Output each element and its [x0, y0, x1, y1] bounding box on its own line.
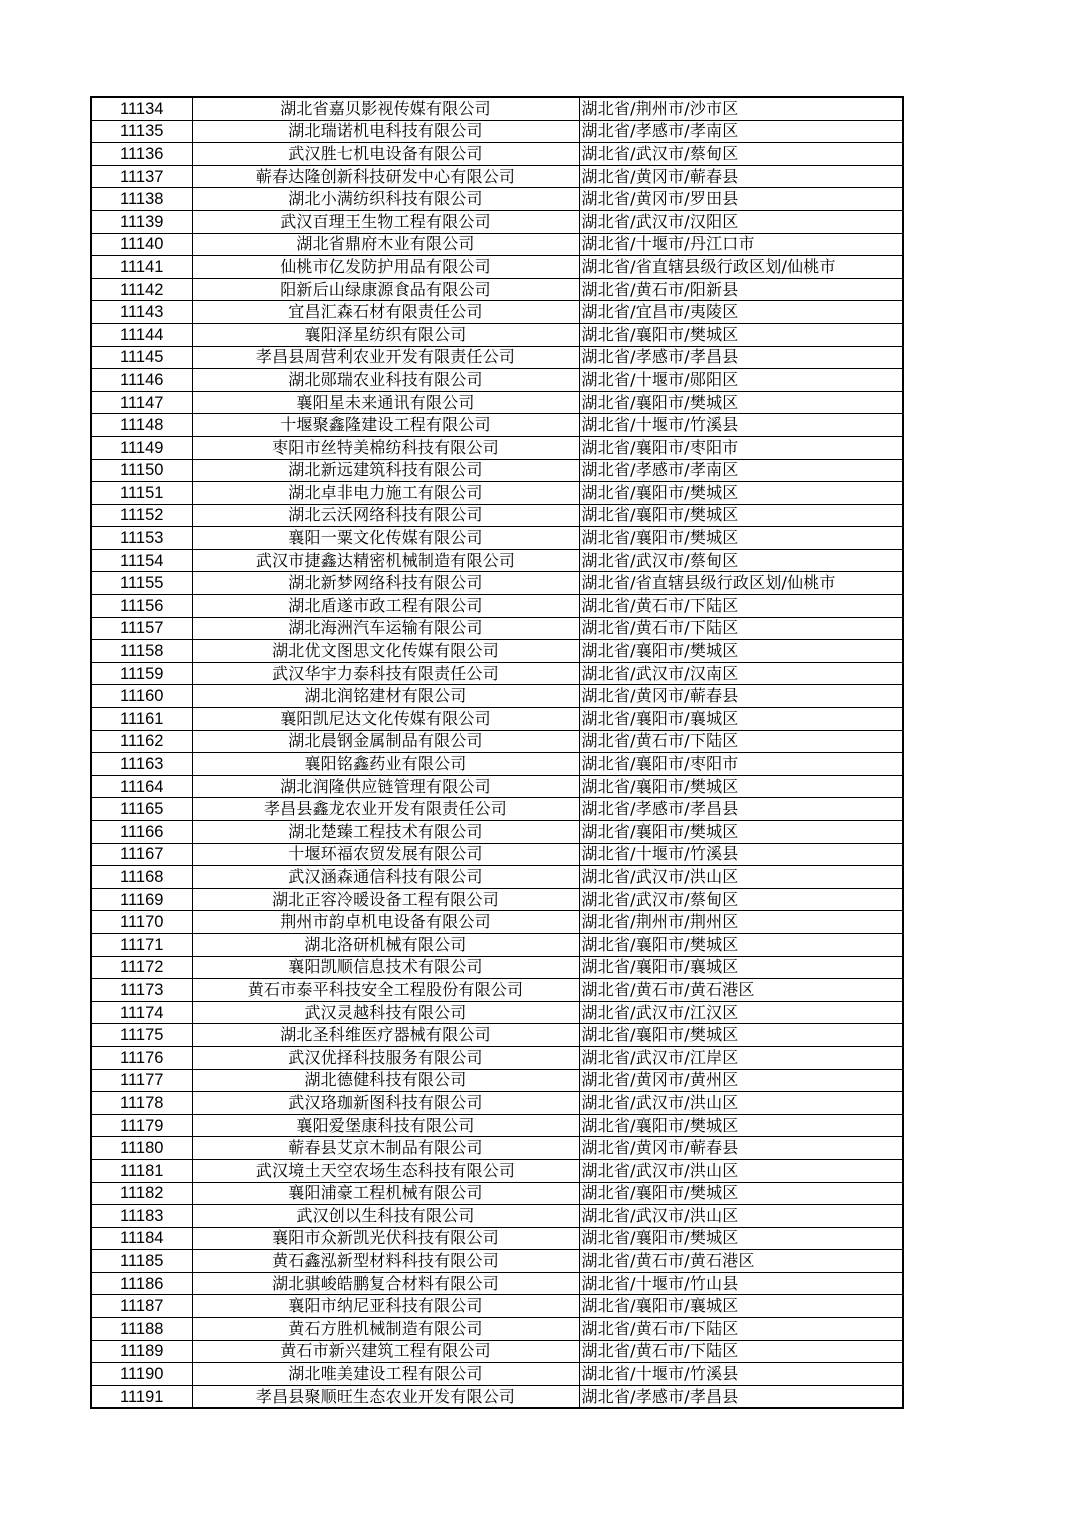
- company-name-cell: 湖北盾遂市政工程有限公司: [192, 595, 579, 618]
- company-name-cell: 武汉胜七机电设备有限公司: [192, 143, 579, 166]
- region-cell: 湖北省/黄冈市/罗田县: [579, 188, 903, 211]
- table-row: [91, 1114, 903, 1137]
- company-name-cell: 襄阳铭鑫药业有限公司: [192, 753, 579, 776]
- region-cell: 湖北省/孝感市/孝南区: [579, 120, 903, 143]
- row-number-cell: 11153: [91, 527, 192, 550]
- table-row: [91, 233, 903, 256]
- region-cell: 湖北省/武汉市/汉南区: [579, 662, 903, 685]
- company-name-cell: 湖北骐峻皓鹏复合材料有限公司: [192, 1272, 579, 1295]
- row-number-cell: 11176: [91, 1046, 192, 1069]
- company-name-cell: 孝昌县鑫龙农业开发有限责任公司: [192, 798, 579, 821]
- region-cell: 湖北省/黄石市/下陆区: [579, 1340, 903, 1363]
- row-number-cell: 11182: [91, 1182, 192, 1205]
- company-name-cell: 襄阳市众新凯光伏科技有限公司: [192, 1227, 579, 1250]
- row-number-cell: 11164: [91, 775, 192, 798]
- company-name-cell: 湖北云沃网络科技有限公司: [192, 504, 579, 527]
- table-row: [91, 1250, 903, 1273]
- company-name-cell: 武汉百理王生物工程有限公司: [192, 210, 579, 233]
- table-row: [91, 1363, 903, 1386]
- row-number-cell: 11168: [91, 866, 192, 889]
- company-name-cell: 湖北省嘉贝影视传媒有限公司: [192, 97, 579, 120]
- region-cell: 湖北省/十堰市/丹江口市: [579, 233, 903, 256]
- region-cell: 湖北省/襄阳市/樊城区: [579, 1227, 903, 1250]
- region-cell: 湖北省/襄阳市/樊城区: [579, 504, 903, 527]
- row-number-cell: 11191: [91, 1385, 192, 1408]
- region-cell: 湖北省/襄阳市/樊城区: [579, 391, 903, 414]
- row-number-cell: 11178: [91, 1092, 192, 1115]
- region-cell: 湖北省/武汉市/蔡甸区: [579, 143, 903, 166]
- company-name-cell: 孝昌县周营利农业开发有限责任公司: [192, 346, 579, 369]
- company-name-cell: 湖北圣科维医疗器械有限公司: [192, 1024, 579, 1047]
- company-name-cell: 武汉珞珈新图科技有限公司: [192, 1092, 579, 1115]
- region-cell: 湖北省/武汉市/洪山区: [579, 1205, 903, 1228]
- company-name-cell: 湖北德健科技有限公司: [192, 1069, 579, 1092]
- row-number-cell: 11184: [91, 1227, 192, 1250]
- row-number-cell: 11137: [91, 165, 192, 188]
- table-row: [91, 1092, 903, 1115]
- company-name-cell: 蕲春县艾京木制品有限公司: [192, 1137, 579, 1160]
- table-row: [91, 1340, 903, 1363]
- table-row: [91, 753, 903, 776]
- table-row: [91, 1046, 903, 1069]
- table-row: [91, 933, 903, 956]
- region-cell: 湖北省/武汉市/江岸区: [579, 1046, 903, 1069]
- row-number-cell: 11140: [91, 233, 192, 256]
- company-name-cell: 湖北新远建筑科技有限公司: [192, 459, 579, 482]
- table-row: [91, 482, 903, 505]
- region-cell: 湖北省/黄石市/黄石港区: [579, 1250, 903, 1273]
- row-number-cell: 11142: [91, 278, 192, 301]
- company-name-cell: 黄石方胜机械制造有限公司: [192, 1318, 579, 1341]
- row-number-cell: 11145: [91, 346, 192, 369]
- company-name-cell: 湖北晨钢金属制品有限公司: [192, 730, 579, 753]
- region-cell: 湖北省/武汉市/洪山区: [579, 866, 903, 889]
- table-row: [91, 956, 903, 979]
- company-name-cell: 湖北海洲汽车运输有限公司: [192, 617, 579, 640]
- company-name-cell: 黄石鑫泓新型材料科技有限公司: [192, 1250, 579, 1273]
- table-row: [91, 798, 903, 821]
- table-row: [91, 572, 903, 595]
- row-number-cell: 11139: [91, 210, 192, 233]
- row-number-cell: 11155: [91, 572, 192, 595]
- region-cell: 湖北省/武汉市/蔡甸区: [579, 549, 903, 572]
- region-cell: 湖北省/宜昌市/夷陵区: [579, 301, 903, 324]
- region-cell: 湖北省/襄阳市/樊城区: [579, 527, 903, 550]
- row-number-cell: 11183: [91, 1205, 192, 1228]
- table-row: [91, 888, 903, 911]
- row-number-cell: 11172: [91, 956, 192, 979]
- company-name-cell: 十堰环福农贸发展有限公司: [192, 843, 579, 866]
- row-number-cell: 11138: [91, 188, 192, 211]
- region-cell: 湖北省/襄阳市/枣阳市: [579, 436, 903, 459]
- row-number-cell: 11171: [91, 933, 192, 956]
- region-cell: 湖北省/襄阳市/樊城区: [579, 482, 903, 505]
- company-name-cell: 黄石市泰平科技安全工程股份有限公司: [192, 979, 579, 1002]
- table-row: [91, 549, 903, 572]
- row-number-cell: 11188: [91, 1318, 192, 1341]
- company-name-cell: 武汉涵森通信科技有限公司: [192, 866, 579, 889]
- table-row: [91, 1069, 903, 1092]
- table-row: [91, 323, 903, 346]
- region-cell: 湖北省/襄阳市/樊城区: [579, 1182, 903, 1205]
- table-row: [91, 188, 903, 211]
- company-name-cell: 湖北楚臻工程技术有限公司: [192, 821, 579, 844]
- row-number-cell: 11185: [91, 1250, 192, 1273]
- table-row: [91, 640, 903, 663]
- row-number-cell: 11167: [91, 843, 192, 866]
- company-name-cell: 黄石市新兴建筑工程有限公司: [192, 1340, 579, 1363]
- row-number-cell: 11179: [91, 1114, 192, 1137]
- row-number-cell: 11175: [91, 1024, 192, 1047]
- company-name-cell: 襄阳凯顺信息技术有限公司: [192, 956, 579, 979]
- company-name-cell: 襄阳凯尼达文化传媒有限公司: [192, 708, 579, 731]
- table-row: [91, 504, 903, 527]
- company-name-cell: 武汉灵越科技有限公司: [192, 1001, 579, 1024]
- row-number-cell: 11157: [91, 617, 192, 640]
- region-cell: 湖北省/十堰市/竹溪县: [579, 414, 903, 437]
- region-cell: 湖北省/黄冈市/蕲春县: [579, 165, 903, 188]
- company-name-cell: 荆州市韵卓机电设备有限公司: [192, 911, 579, 934]
- table-row: [91, 1137, 903, 1160]
- table-row: [91, 775, 903, 798]
- region-cell: 湖北省/黄冈市/蕲春县: [579, 1137, 903, 1160]
- table-row: [91, 210, 903, 233]
- row-number-cell: 11147: [91, 391, 192, 414]
- region-cell: 湖北省/黄冈市/蕲春县: [579, 685, 903, 708]
- row-number-cell: 11170: [91, 911, 192, 934]
- row-number-cell: 11156: [91, 595, 192, 618]
- region-cell: 湖北省/武汉市/江汉区: [579, 1001, 903, 1024]
- region-cell: 湖北省/襄阳市/枣阳市: [579, 753, 903, 776]
- row-number-cell: 11135: [91, 120, 192, 143]
- company-name-cell: 阳新后山绿康源食品有限公司: [192, 278, 579, 301]
- company-name-cell: 湖北润隆供应链管理有限公司: [192, 775, 579, 798]
- table-row: [91, 1001, 903, 1024]
- company-name-cell: 湖北润铭建材有限公司: [192, 685, 579, 708]
- region-cell: 湖北省/孝感市/孝昌县: [579, 1385, 903, 1408]
- table-row: [91, 97, 903, 120]
- company-name-cell: 蕲春达隆创新科技研发中心有限公司: [192, 165, 579, 188]
- row-number-cell: 11160: [91, 685, 192, 708]
- row-number-cell: 11149: [91, 436, 192, 459]
- company-name-cell: 武汉优择科技服务有限公司: [192, 1046, 579, 1069]
- region-cell: 湖北省/黄石市/阳新县: [579, 278, 903, 301]
- table-body: [91, 97, 903, 1408]
- table-row: [91, 1205, 903, 1228]
- row-number-cell: 11158: [91, 640, 192, 663]
- row-number-cell: 11190: [91, 1363, 192, 1386]
- region-cell: 湖北省/襄阳市/襄城区: [579, 1295, 903, 1318]
- company-name-cell: 孝昌县聚顺旺生态农业开发有限公司: [192, 1385, 579, 1408]
- table-row: [91, 1227, 903, 1250]
- company-name-cell: 湖北正容冷暖设备工程有限公司: [192, 888, 579, 911]
- company-name-cell: 湖北唯美建设工程有限公司: [192, 1363, 579, 1386]
- region-cell: 湖北省/武汉市/洪山区: [579, 1159, 903, 1182]
- company-name-cell: 枣阳市丝特美棉纺科技有限公司: [192, 436, 579, 459]
- company-name-cell: 仙桃市亿发防护用品有限公司: [192, 256, 579, 279]
- company-name-cell: 襄阳市纳尼亚科技有限公司: [192, 1295, 579, 1318]
- region-cell: 湖北省/黄石市/下陆区: [579, 730, 903, 753]
- table-row: [91, 1024, 903, 1047]
- region-cell: 湖北省/襄阳市/樊城区: [579, 821, 903, 844]
- company-name-cell: 武汉境土天空农场生态科技有限公司: [192, 1159, 579, 1182]
- region-cell: 湖北省/省直辖县级行政区划/仙桃市: [579, 572, 903, 595]
- region-cell: 湖北省/荆州市/荆州区: [579, 911, 903, 934]
- row-number-cell: 11146: [91, 369, 192, 392]
- company-name-cell: 湖北郧瑞农业科技有限公司: [192, 369, 579, 392]
- row-number-cell: 11150: [91, 459, 192, 482]
- region-cell: 湖北省/武汉市/蔡甸区: [579, 888, 903, 911]
- region-cell: 湖北省/黄石市/黄石港区: [579, 979, 903, 1002]
- company-table: [90, 96, 904, 1409]
- table-row: [91, 436, 903, 459]
- company-name-cell: 湖北新梦网络科技有限公司: [192, 572, 579, 595]
- table-row: [91, 278, 903, 301]
- row-number-cell: 11173: [91, 979, 192, 1002]
- table-row: [91, 1385, 903, 1408]
- company-name-cell: 十堰聚鑫隆建设工程有限公司: [192, 414, 579, 437]
- row-number-cell: 11165: [91, 798, 192, 821]
- table-row: [91, 843, 903, 866]
- company-name-cell: 襄阳泽星纺织有限公司: [192, 323, 579, 346]
- table-row: [91, 165, 903, 188]
- table-row: [91, 730, 903, 753]
- region-cell: 湖北省/襄阳市/樊城区: [579, 640, 903, 663]
- region-cell: 湖北省/省直辖县级行政区划/仙桃市: [579, 256, 903, 279]
- table-row: [91, 301, 903, 324]
- table-row: [91, 256, 903, 279]
- table-row: [91, 1318, 903, 1341]
- row-number-cell: 11162: [91, 730, 192, 753]
- row-number-cell: 11169: [91, 888, 192, 911]
- region-cell: 湖北省/黄石市/下陆区: [579, 1318, 903, 1341]
- table-row: [91, 595, 903, 618]
- table-row: [91, 120, 903, 143]
- company-name-cell: 湖北优文图思文化传媒有限公司: [192, 640, 579, 663]
- row-number-cell: 11163: [91, 753, 192, 776]
- region-cell: 湖北省/十堰市/竹溪县: [579, 843, 903, 866]
- row-number-cell: 11181: [91, 1159, 192, 1182]
- region-cell: 湖北省/黄石市/下陆区: [579, 617, 903, 640]
- region-cell: 湖北省/荆州市/沙市区: [579, 97, 903, 120]
- table-row: [91, 143, 903, 166]
- table-row: [91, 821, 903, 844]
- table-row: [91, 527, 903, 550]
- row-number-cell: 11180: [91, 1137, 192, 1160]
- region-cell: 湖北省/襄阳市/樊城区: [579, 775, 903, 798]
- row-number-cell: 11151: [91, 482, 192, 505]
- region-cell: 湖北省/襄阳市/樊城区: [579, 323, 903, 346]
- row-number-cell: 11159: [91, 662, 192, 685]
- row-number-cell: 11187: [91, 1295, 192, 1318]
- company-name-cell: 宜昌汇森石材有限责任公司: [192, 301, 579, 324]
- company-name-cell: 湖北卓非电力施工有限公司: [192, 482, 579, 505]
- region-cell: 湖北省/孝感市/孝昌县: [579, 346, 903, 369]
- row-number-cell: 11154: [91, 549, 192, 572]
- region-cell: 湖北省/孝感市/孝昌县: [579, 798, 903, 821]
- table-row: [91, 459, 903, 482]
- table-row: [91, 346, 903, 369]
- row-number-cell: 11136: [91, 143, 192, 166]
- table-row: [91, 708, 903, 731]
- table-row: [91, 979, 903, 1002]
- table-row: [91, 1295, 903, 1318]
- table-row: [91, 414, 903, 437]
- region-cell: 湖北省/黄冈市/黄州区: [579, 1069, 903, 1092]
- row-number-cell: 11143: [91, 301, 192, 324]
- table-row: [91, 1182, 903, 1205]
- region-cell: 湖北省/十堰市/竹溪县: [579, 1363, 903, 1386]
- region-cell: 湖北省/襄阳市/樊城区: [579, 933, 903, 956]
- company-name-cell: 武汉创以生科技有限公司: [192, 1205, 579, 1228]
- row-number-cell: 11186: [91, 1272, 192, 1295]
- row-number-cell: 11177: [91, 1069, 192, 1092]
- table-row: [91, 662, 903, 685]
- company-name-cell: 湖北省鼎府木业有限公司: [192, 233, 579, 256]
- company-name-cell: 武汉华宇力泰科技有限责任公司: [192, 662, 579, 685]
- company-name-cell: 湖北洛研机械有限公司: [192, 933, 579, 956]
- row-number-cell: 11189: [91, 1340, 192, 1363]
- company-name-cell: 湖北小满纺织科技有限公司: [192, 188, 579, 211]
- region-cell: 湖北省/襄阳市/樊城区: [579, 1114, 903, 1137]
- row-number-cell: 11161: [91, 708, 192, 731]
- company-name-cell: 襄阳浦豪工程机械有限公司: [192, 1182, 579, 1205]
- row-number-cell: 11148: [91, 414, 192, 437]
- company-name-cell: 武汉市捷鑫达精密机械制造有限公司: [192, 549, 579, 572]
- table-row: [91, 1159, 903, 1182]
- region-cell: 湖北省/武汉市/汉阳区: [579, 210, 903, 233]
- table-row: [91, 911, 903, 934]
- row-number-cell: 11144: [91, 323, 192, 346]
- region-cell: 湖北省/十堰市/郧阳区: [579, 369, 903, 392]
- row-number-cell: 11174: [91, 1001, 192, 1024]
- table-row: [91, 617, 903, 640]
- table-row: [91, 369, 903, 392]
- company-name-cell: 湖北瑞诺机电科技有限公司: [192, 120, 579, 143]
- region-cell: 湖北省/十堰市/竹山县: [579, 1272, 903, 1295]
- region-cell: 湖北省/襄阳市/襄城区: [579, 708, 903, 731]
- company-name-cell: 襄阳星未来通讯有限公司: [192, 391, 579, 414]
- company-name-cell: 襄阳爱堡康科技有限公司: [192, 1114, 579, 1137]
- table-row: [91, 866, 903, 889]
- row-number-cell: 11141: [91, 256, 192, 279]
- table-row: [91, 685, 903, 708]
- region-cell: 湖北省/襄阳市/樊城区: [579, 1024, 903, 1047]
- region-cell: 湖北省/襄阳市/襄城区: [579, 956, 903, 979]
- table-row: [91, 391, 903, 414]
- region-cell: 湖北省/武汉市/洪山区: [579, 1092, 903, 1115]
- row-number-cell: 11152: [91, 504, 192, 527]
- table-row: [91, 1272, 903, 1295]
- row-number-cell: 11166: [91, 821, 192, 844]
- company-name-cell: 襄阳一粟文化传媒有限公司: [192, 527, 579, 550]
- region-cell: 湖北省/黄石市/下陆区: [579, 595, 903, 618]
- row-number-cell: 11134: [91, 97, 192, 120]
- region-cell: 湖北省/孝感市/孝南区: [579, 459, 903, 482]
